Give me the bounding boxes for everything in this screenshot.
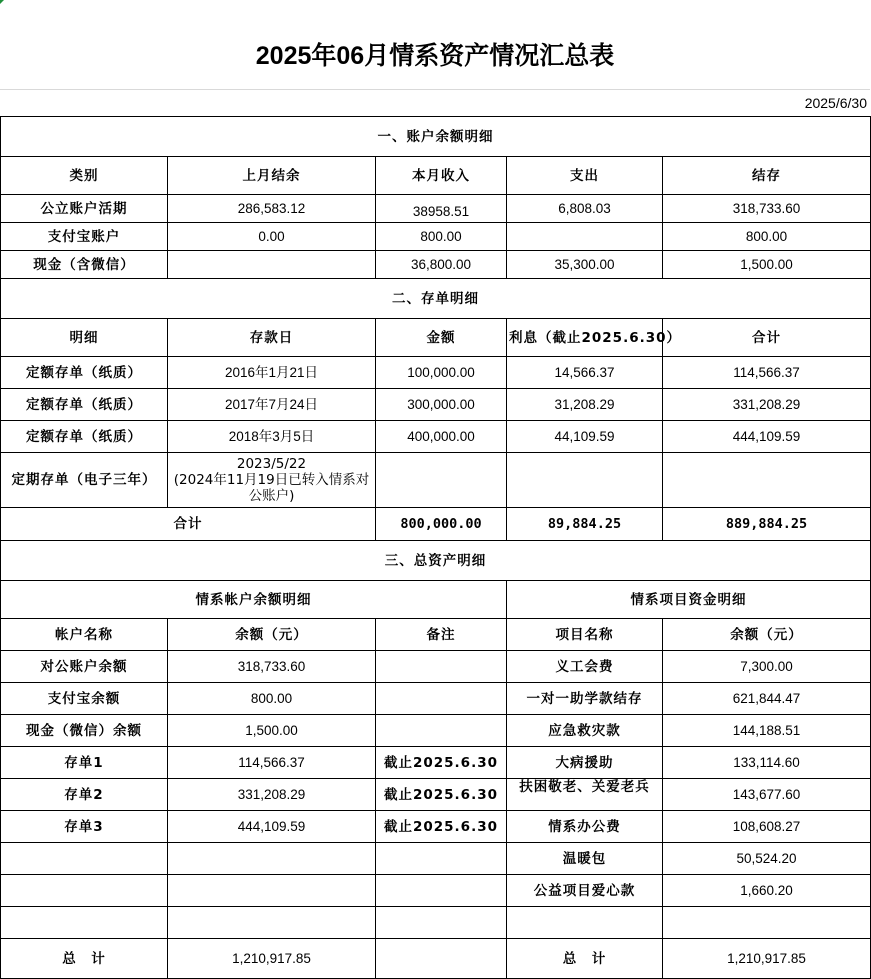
cell[interactable]: 31,208.29 (507, 389, 663, 421)
cell[interactable]: 2023/5/22 (2024年11月19日已转入情系对公账户) (168, 453, 376, 508)
account-name[interactable]: 现金（微信）余额 (1, 715, 168, 747)
section1-header-row (1, 157, 871, 195)
account-name[interactable] (1, 907, 168, 939)
right-panel-title: 情系项目资金明细 (507, 581, 871, 619)
project-balance[interactable]: 143,677.60 (663, 779, 871, 811)
cell[interactable]: 800.00 (376, 223, 507, 251)
section1-heading: 一、账户余额明细 (1, 117, 871, 157)
table-row (1, 251, 871, 279)
account-note[interactable]: 截止2025.6.30 (376, 747, 507, 779)
cell[interactable]: 300,000.00 (376, 389, 507, 421)
cell[interactable]: 444,109.59 (663, 421, 871, 453)
col-header[interactable]: 合计 (663, 319, 871, 357)
project-name[interactable]: 一对一助学款结存 (507, 683, 663, 715)
cell[interactable]: 6,808.03 (507, 195, 663, 223)
account-note[interactable]: 截止2025.6.30 (376, 779, 507, 811)
cell[interactable] (168, 251, 376, 279)
account-balance[interactable] (168, 875, 376, 907)
cell[interactable] (663, 453, 871, 508)
project-balance[interactable]: 50,524.20 (663, 843, 871, 875)
title-area (0, 0, 870, 90)
account-name[interactable]: 存单1 (1, 747, 168, 779)
left-total-label[interactable]: 总 计 (1, 939, 168, 979)
project-name[interactable]: 公益项目爱心款 (507, 875, 663, 907)
account-note[interactable] (376, 843, 507, 875)
col-header[interactable]: 结存 (663, 157, 871, 195)
account-note[interactable]: 截止2025.6.30 (376, 811, 507, 843)
col-header[interactable]: 类别 (1, 157, 168, 195)
total-interest[interactable]: 89,884.25 (507, 508, 663, 541)
total-amount[interactable]: 800,000.00 (376, 508, 507, 541)
section3-heading: 三、总资产明细 (1, 541, 871, 581)
col-header[interactable]: 上月结余 (168, 157, 376, 195)
account-name[interactable] (1, 875, 168, 907)
col-header[interactable]: 余额（元） (663, 619, 871, 651)
cell-value: 38958.51 (412, 203, 470, 219)
col-header[interactable]: 本月收入 (376, 157, 507, 195)
cell[interactable]: 100,000.00 (376, 357, 507, 389)
cell[interactable]: 400,000.00 (376, 421, 507, 453)
row-label[interactable]: 定额存单（纸质） (1, 389, 168, 421)
cell[interactable]: 800.00 (663, 223, 871, 251)
col-header[interactable]: 项目名称 (507, 619, 663, 651)
col-header[interactable]: 利息（截止2025.6.30） (507, 319, 663, 357)
section2-heading: 二、存单明细 (1, 279, 871, 319)
table-row (1, 811, 871, 843)
table-row (1, 875, 871, 907)
cell[interactable]: 0.00 (168, 223, 376, 251)
account-balance[interactable]: 1,500.00 (168, 715, 376, 747)
col-header[interactable]: 余额（元） (168, 619, 376, 651)
col-header[interactable]: 明细 (1, 319, 168, 357)
account-note[interactable] (376, 683, 507, 715)
project-balance[interactable]: 7,300.00 (663, 651, 871, 683)
account-balance[interactable]: 331,208.29 (168, 779, 376, 811)
project-balance[interactable]: 1,660.20 (663, 875, 871, 907)
table-row (1, 223, 871, 251)
project-name-text: 扶困敬老、关爱老兵 (519, 778, 650, 795)
cell[interactable]: 1,500.00 (663, 251, 871, 279)
col-header[interactable]: 金额 (376, 319, 507, 357)
table-row (1, 907, 871, 939)
report-date: 2025/6/30 (804, 95, 867, 111)
cell[interactable]: 331,208.29 (663, 389, 871, 421)
left-total-note[interactable] (376, 939, 507, 979)
row-label[interactable]: 现金（含微信） (1, 251, 168, 279)
table-row (1, 421, 871, 453)
left-panel-title: 情系帐户余额明细 (1, 581, 507, 619)
cell[interactable] (507, 453, 663, 508)
project-balance[interactable]: 133,114.60 (663, 747, 871, 779)
cell[interactable] (376, 453, 507, 508)
account-note[interactable] (376, 651, 507, 683)
total-sum[interactable]: 889,884.25 (663, 508, 871, 541)
cell[interactable]: 2016年1月21日 (168, 357, 376, 389)
account-note[interactable] (376, 907, 507, 939)
right-total-label[interactable]: 总 计 (507, 939, 663, 979)
cell[interactable] (376, 195, 507, 223)
cell[interactable]: 36,800.00 (376, 251, 507, 279)
table-row (1, 389, 871, 421)
col-header[interactable]: 备注 (376, 619, 507, 651)
account-balance[interactable]: 444,109.59 (168, 811, 376, 843)
row-label[interactable]: 定额存单（纸质） (1, 357, 168, 389)
table-row (1, 357, 871, 389)
cell[interactable]: 114,566.37 (663, 357, 871, 389)
account-name[interactable]: 对公账户余额 (1, 651, 168, 683)
col-header[interactable]: 支出 (507, 157, 663, 195)
table-row (1, 651, 871, 683)
col-header[interactable]: 存款日 (168, 319, 376, 357)
left-total-value[interactable]: 1,210,917.85 (168, 939, 376, 979)
account-name[interactable]: 支付宝余额 (1, 683, 168, 715)
section2-header-row (1, 319, 871, 357)
project-balance[interactable]: 108,608.27 (663, 811, 871, 843)
account-balance[interactable]: 800.00 (168, 683, 376, 715)
account-note[interactable] (376, 875, 507, 907)
cell[interactable]: 35,300.00 (507, 251, 663, 279)
cell[interactable]: 318,733.60 (663, 195, 871, 223)
account-balance[interactable] (168, 843, 376, 875)
account-name[interactable] (1, 843, 168, 875)
account-note[interactable] (376, 715, 507, 747)
table-row (1, 747, 871, 779)
section3-header-row (1, 619, 871, 651)
table-row (1, 843, 871, 875)
cell[interactable]: 2017年7月24日 (168, 389, 376, 421)
project-name[interactable]: 应急救灾款 (507, 715, 663, 747)
account-name[interactable]: 存单2 (1, 779, 168, 811)
table-row (1, 779, 871, 811)
cell[interactable]: 2018年3月5日 (168, 421, 376, 453)
cell[interactable]: 14,566.37 (507, 357, 663, 389)
row-label[interactable]: 定期存单（电子三年） (1, 453, 168, 508)
table-row (1, 715, 871, 747)
col-header[interactable]: 帐户名称 (1, 619, 168, 651)
cell[interactable]: 44,109.59 (507, 421, 663, 453)
total-label[interactable]: 合计 (1, 508, 376, 541)
table-row (1, 683, 871, 715)
project-balance[interactable]: 621,844.47 (663, 683, 871, 715)
project-balance[interactable] (663, 907, 871, 939)
section3-total-row (1, 939, 871, 979)
cell[interactable] (507, 223, 663, 251)
account-name[interactable]: 存单3 (1, 811, 168, 843)
project-name[interactable]: 大病援助 (507, 747, 663, 779)
cell-comment-marker (0, 0, 4, 4)
account-balance[interactable] (168, 907, 376, 939)
project-name[interactable] (507, 907, 663, 939)
project-balance[interactable]: 144,188.51 (663, 715, 871, 747)
row-label[interactable]: 公立账户活期 (1, 195, 168, 223)
row-label[interactable]: 定额存单（纸质） (1, 421, 168, 453)
project-name[interactable] (507, 779, 663, 811)
table-row (1, 453, 871, 508)
account-balance[interactable]: 114,566.37 (168, 747, 376, 779)
project-name[interactable]: 义工会费 (507, 651, 663, 683)
right-total-value[interactable]: 1,210,917.85 (663, 939, 871, 979)
row-label[interactable]: 支付宝账户 (1, 223, 168, 251)
report-title: 2025年06月情系资产情况汇总表 (255, 42, 615, 70)
project-name[interactable]: 温暖包 (507, 843, 663, 875)
section2-total-row (1, 508, 871, 541)
cell[interactable]: 286,583.12 (168, 195, 376, 223)
table-row (1, 195, 871, 223)
asset-summary-table (0, 116, 871, 979)
project-name[interactable]: 情系办公费 (507, 811, 663, 843)
account-balance[interactable]: 318,733.60 (168, 651, 376, 683)
